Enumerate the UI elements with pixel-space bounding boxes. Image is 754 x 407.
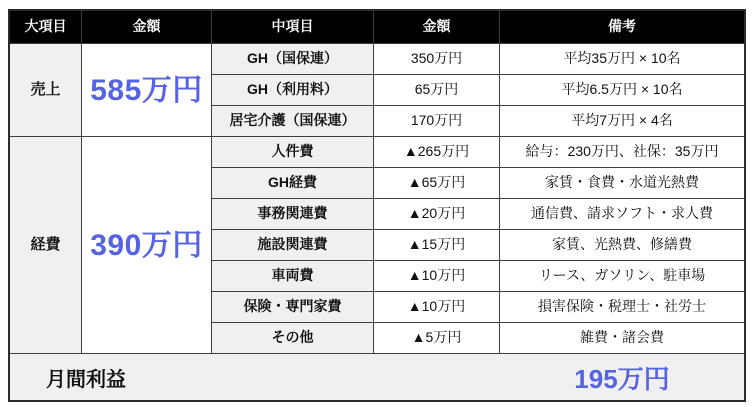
amount-cell: ▲65万円 [374, 168, 500, 199]
mid-item-cell: 居宅介護（国保連） [212, 106, 374, 137]
expenses-major-cell: 経費 [10, 137, 82, 354]
mid-item-cell: 施設関連費 [212, 230, 374, 261]
note-cell: 家賃・食費・水道光熱費 [500, 168, 744, 199]
mid-item-cell: その他 [212, 323, 374, 354]
sales-major-cell: 売上 [10, 44, 82, 137]
note-cell: 損害保険・税理士・社労士 [500, 292, 744, 323]
amount-cell: ▲20万円 [374, 199, 500, 230]
amount-cell: ▲265万円 [374, 137, 500, 168]
expenses-amount-cell: 390万円 [82, 137, 212, 354]
mid-item-cell: GH（利用料） [212, 75, 374, 106]
amount-cell: 65万円 [374, 75, 500, 106]
note-cell: 給与：230万円、社保：35万円 [500, 137, 744, 168]
sales-amount-cell: 585万円 [82, 44, 212, 137]
profit-value: 195万円 [574, 363, 670, 394]
note-cell: リース、ガソリン、駐車場 [500, 261, 744, 292]
profit-label: 月間利益 [46, 368, 126, 391]
mid-item-cell: 車両費 [212, 261, 374, 292]
header-major-item: 大項目 [10, 11, 82, 44]
monthly-profit-row [10, 354, 744, 400]
note-cell: 家賃、光熱費、修繕費 [500, 230, 744, 261]
note-cell: 平均6.5万円 × 10名 [500, 75, 744, 106]
financial-table [8, 9, 746, 402]
note-cell: 雑費・諸会費 [500, 323, 744, 354]
amount-cell: 170万円 [374, 106, 500, 137]
mid-item-cell: GH経費 [212, 168, 374, 199]
table-grid [10, 11, 744, 354]
mid-item-cell: 保険・専門家費 [212, 292, 374, 323]
amount-cell: ▲10万円 [374, 292, 500, 323]
amount-cell: ▲5万円 [374, 323, 500, 354]
mid-item-cell: GH（国保連） [212, 44, 374, 75]
header-mid-item: 中項目 [212, 11, 374, 44]
note-cell: 通信費、請求ソフト・求人費 [500, 199, 744, 230]
note-cell: 平均35万円 × 10名 [500, 44, 744, 75]
header-amount-2: 金額 [374, 11, 500, 44]
mid-item-cell: 事務関連費 [212, 199, 374, 230]
amount-cell: ▲10万円 [374, 261, 500, 292]
amount-cell: ▲15万円 [374, 230, 500, 261]
mid-item-cell: 人件費 [212, 137, 374, 168]
amount-cell: 350万円 [374, 44, 500, 75]
note-cell: 平均7万円 × 4名 [500, 106, 744, 137]
header-note: 備考 [500, 11, 744, 44]
header-amount-1: 金額 [82, 11, 212, 44]
